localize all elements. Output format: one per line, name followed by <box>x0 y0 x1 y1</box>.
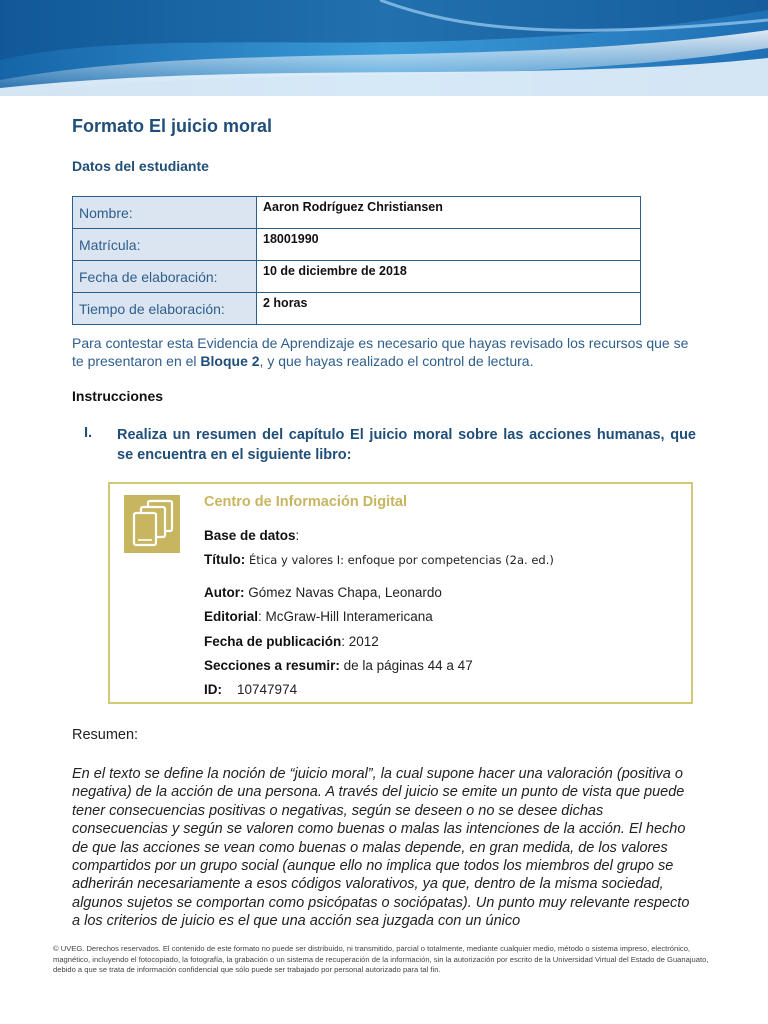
cid-titulo-value: Ética y valores I: enfoque por competencias (2a. ed.) <box>249 553 554 567</box>
cid-date-line <box>204 634 379 649</box>
cid-editorial-line <box>204 609 433 624</box>
table-row <box>73 197 641 229</box>
cid-base-label: Base de datos <box>204 528 296 543</box>
cid-fecha-label: Fecha de publicación <box>204 634 342 649</box>
intro-bold: Bloque 2 <box>200 353 260 369</box>
digital-library-icon <box>124 495 180 553</box>
summary-label: Resumen: <box>72 727 139 743</box>
cid-titulo-label: Título: <box>204 552 246 567</box>
table-value: 10 de diciembre de 2018 <box>257 261 641 293</box>
intro-text: Para contestar esta Evidencia de Aprendizaje es necesario que hayas revisado los recursos que se te presentaron en el <box>72 335 689 369</box>
table-row <box>73 261 641 293</box>
cid-reference-box <box>108 482 693 704</box>
cid-title: Centro de Información Digital <box>204 494 408 510</box>
intro-paragraph <box>72 334 702 370</box>
table-value: 2 horas <box>257 293 641 325</box>
cid-autor-value: Gómez Navas Chapa, Leonardo <box>248 585 442 600</box>
intro-text-end: , y que hayas realizado el control de lectura. <box>259 353 534 369</box>
table-label: Matrícula: <box>73 229 257 261</box>
cid-id-line <box>204 682 297 697</box>
table-value: 18001990 <box>257 229 641 261</box>
table-label: Tiempo de elaboración: <box>73 293 257 325</box>
cid-secciones-value: de la páginas 44 a 47 <box>343 658 473 673</box>
cid-editorial-value: : McGraw-Hill Interamericana <box>258 609 433 624</box>
cid-title-line <box>204 552 554 567</box>
table-row <box>73 293 641 325</box>
cid-base-sep: : <box>295 528 300 543</box>
cid-secciones-label: Secciones a resumir: <box>204 658 340 673</box>
table-row <box>73 229 641 261</box>
header-banner <box>0 0 768 96</box>
document-title: Formato El juicio moral <box>72 116 273 136</box>
table-label: Fecha de elaboración: <box>73 261 257 293</box>
table-label: Nombre: <box>73 197 257 229</box>
cid-autor-label: Autor: <box>204 585 245 600</box>
cid-id-label: ID: <box>204 682 222 697</box>
copyright-footer: © UVEG. Derechos reservados. El contenido de este formato no puede ser distribuido, ni transmitido, parcial o totalmente, mediante cualquier medio, método o sistema impreso, electrónico, magnético, incluyendo el fotocopiado, la fotografía, la grabación o un sistema de recuperación de la información, sin la autorización por escrito de la Universidad Virtual del Estado de Guanajuato, debido a que se trata de información confidencial que sólo puede ser trabajado por personal autorizado para tal fin. <box>53 944 709 974</box>
cid-id-value: 10747974 <box>237 682 298 697</box>
cid-editorial-label: Editorial <box>204 609 259 624</box>
instruction-number: I. <box>84 425 93 441</box>
student-data-table <box>72 196 641 325</box>
cid-fecha-value: : 2012 <box>341 634 379 649</box>
table-value: Aaron Rodríguez Christiansen <box>257 197 641 229</box>
cid-base-line <box>204 528 299 543</box>
cid-author-line <box>204 585 442 600</box>
instructions-title: Instrucciones <box>72 388 164 404</box>
cid-sections-line <box>204 658 473 673</box>
section-title: Datos del estudiante <box>72 158 209 174</box>
summary-text: En el texto se define la noción de “juicio moral”, la cual supone hacer una valoración (positiva o negativa) de la acción de una persona. A través del juicio se emite un punto de vista que puede tener consecuencias positivas o negativas, según se deseen o no se desee dichas consecuencias y según se valoren como buenas o malas las intenciones de la acción. El hecho de que las acciones se vean como buenas o malas depende, en gran medida, de los valores compartidos por un grupo social (aunque ello no implica que todos los miembros del grupo se adherirán necesariamente a esos códigos valorativos, ya que, dentro de la misma sociedad, algunos sujetos se comportan como psicópatas o sociópatas). Un punto muy relevante respecto a los criterios de juicio es el que una acción sea juzgada con un único <box>72 766 690 930</box>
instruction-text: Realiza un resumen del capítulo El juicio moral sobre las acciones humanas, que se encuentra en el siguiente libro: <box>117 427 696 463</box>
